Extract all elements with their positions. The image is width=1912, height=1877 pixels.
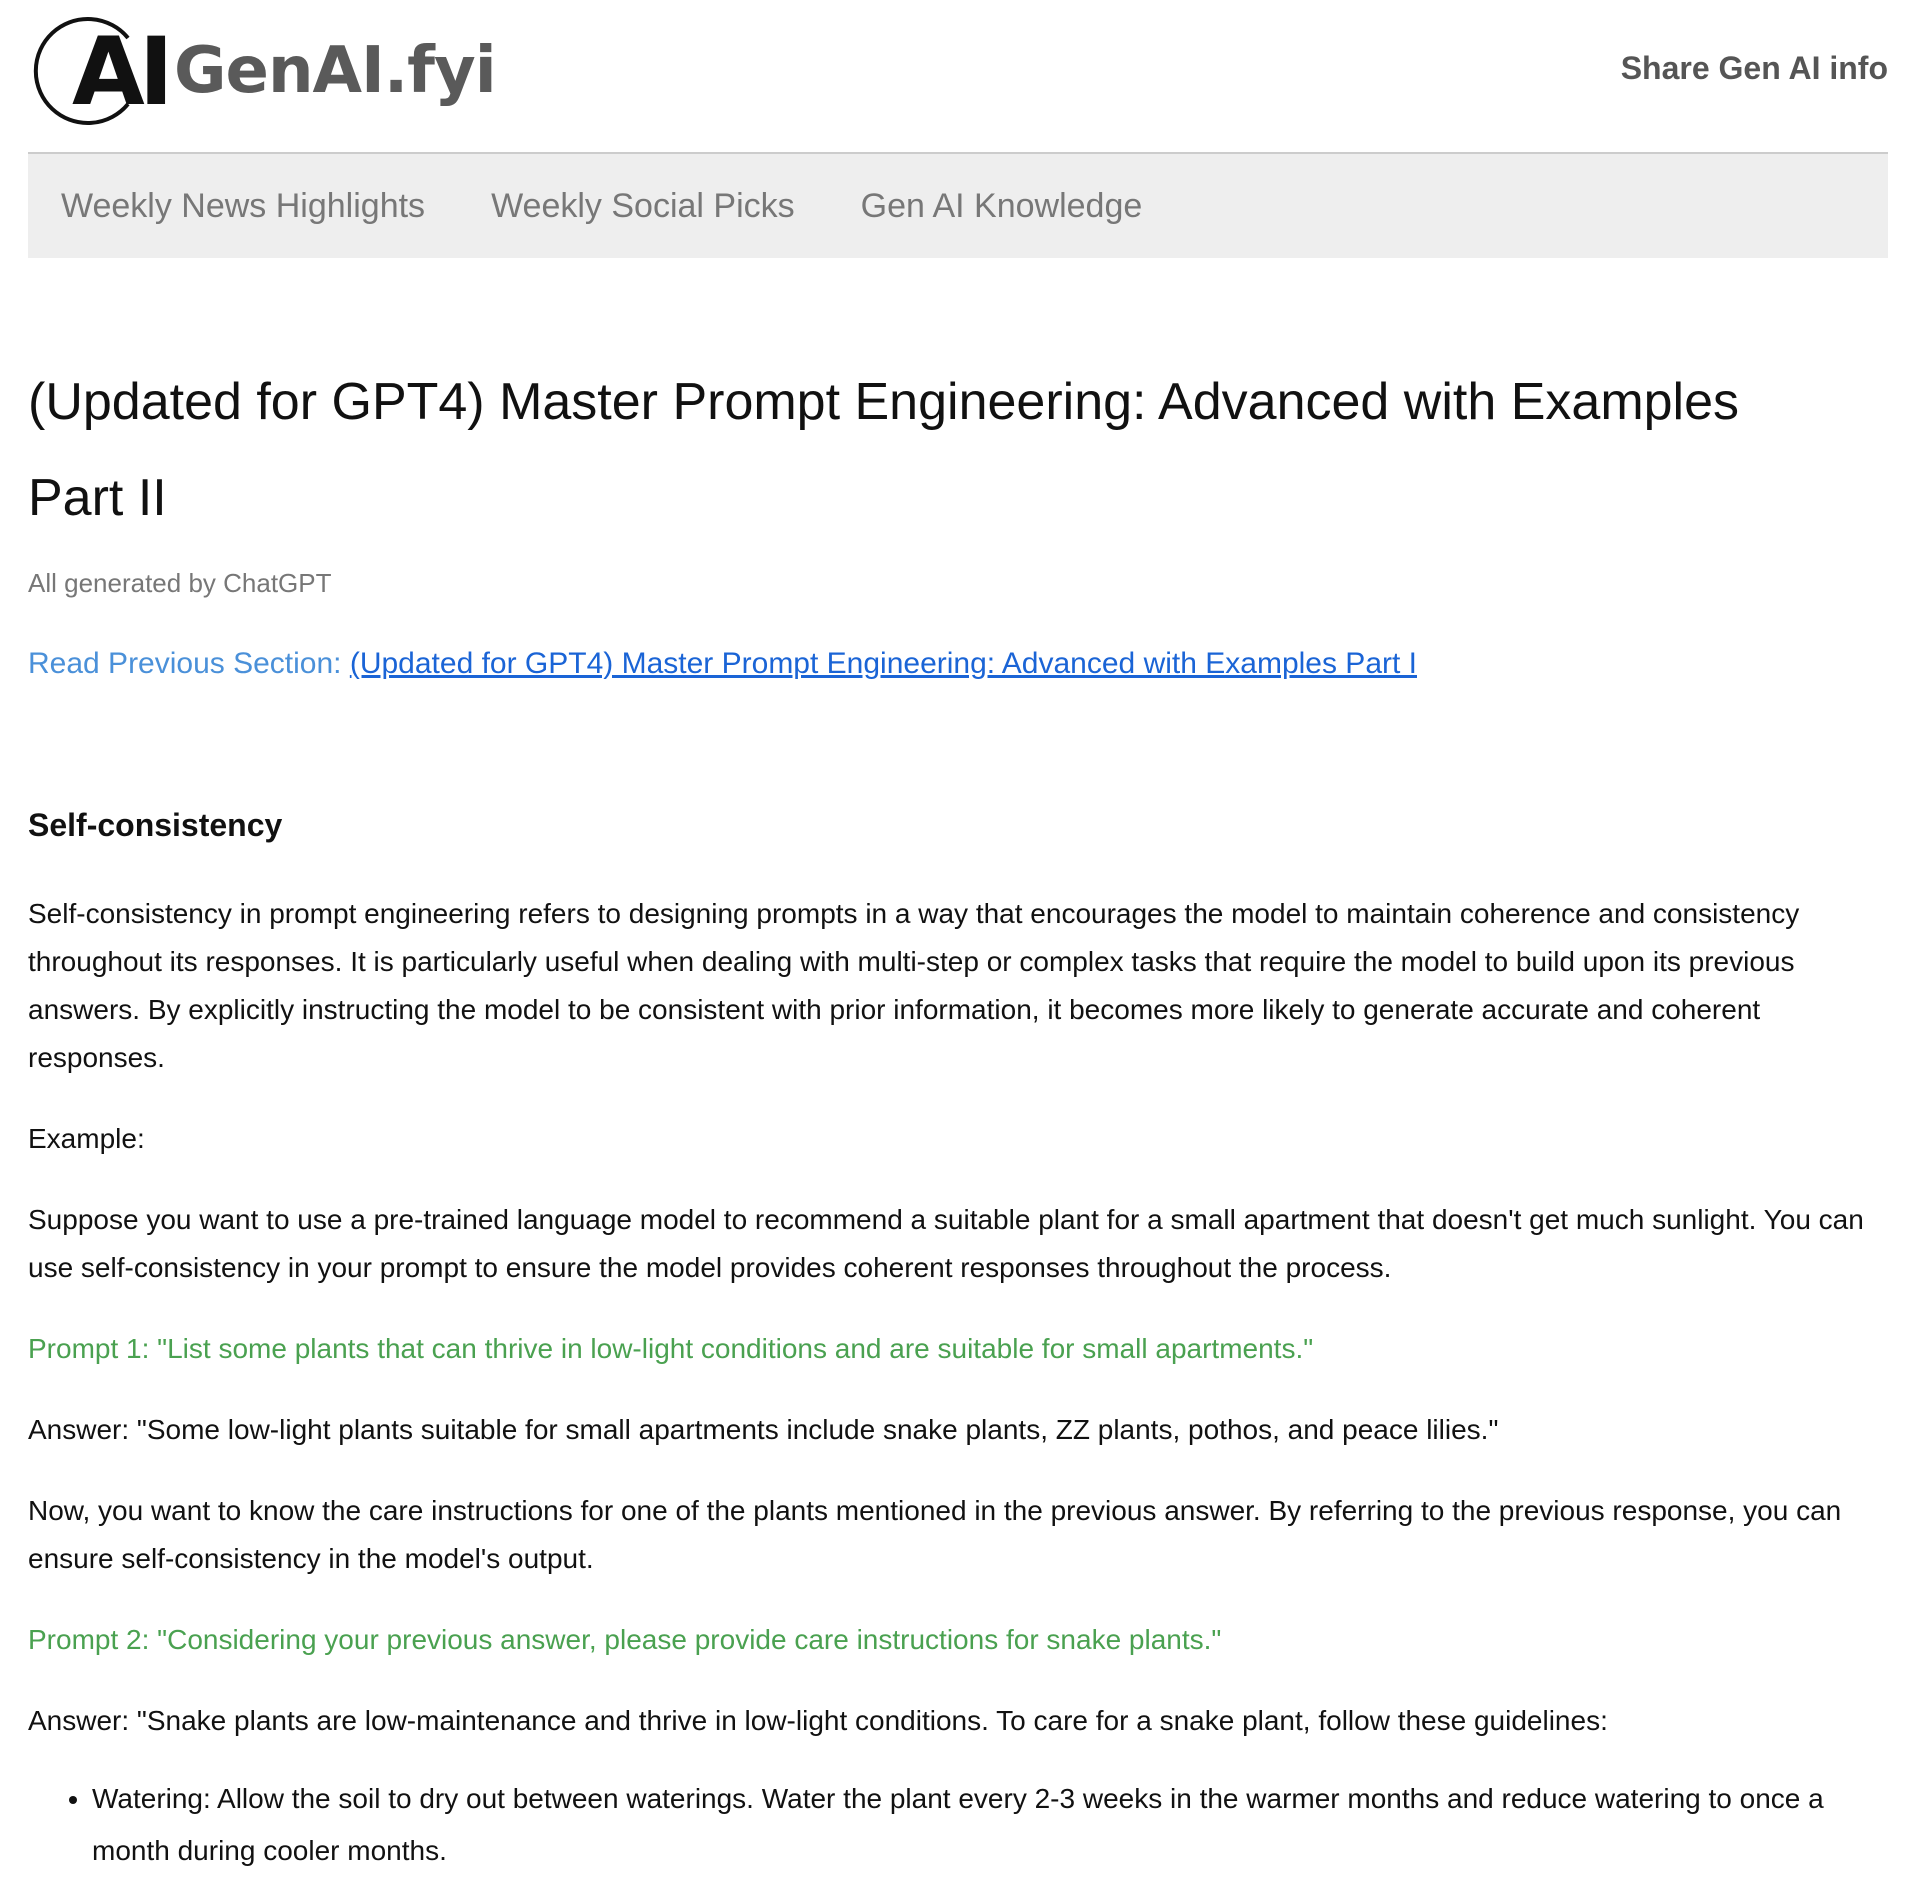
- suppose-paragraph: Suppose you want to use a pre-trained language model to recommend a suitable plant for a small apartment that doesn't get much sunlight. You can use self-consistency in your prompt to ensure the model provides coherent responses throughout the process.: [28, 1204, 1864, 1283]
- logo-mark-text: AI: [72, 18, 168, 127]
- previous-section-link[interactable]: (Updated for GPT4) Master Prompt Engineering: Advanced with Examples Part I: [349, 647, 1417, 680]
- prompt-1: Prompt 1: "List some plants that can thrive in low-light conditions and are suitable for small apartments.": [28, 1333, 1314, 1364]
- logo-mark: [28, 16, 168, 127]
- answer-1: Answer: "Some low-light plants suitable for small apartments include snake plants, ZZ plants, pothos, and peace lilies.": [28, 1414, 1499, 1445]
- article: [28, 258, 1888, 1877]
- prompt-2: Prompt 2: "Considering your previous answer, please provide care instructions for snake plants.": [28, 1624, 1222, 1655]
- care-list: [28, 1773, 1888, 1877]
- site-header: [28, 0, 1888, 152]
- page: [28, 0, 1888, 1877]
- share-gen-ai-info-link[interactable]: Share Gen AI info: [1620, 50, 1888, 86]
- answer-2: Answer: "Snake plants are low-maintenance and thrive in low-light conditions. To care for a snake plant, follow these guidelines:: [28, 1705, 1608, 1736]
- article-subtitle: All generated by ChatGPT: [28, 568, 332, 598]
- intro-paragraph: Self-consistency in prompt engineering refers to designing prompts in a way that encourages the model to maintain coherence and consistency throughout its responses. It is particularly useful when dealing with multi-step or complex tasks that require the model to build upon its previous answers. By explicitly instructing the model to be consistent with prior information, it becomes more likely to generate accurate and coherent responses.: [28, 898, 1800, 1073]
- section-heading: Self-consistency: [28, 807, 283, 843]
- previous-section-prefix: Read Previous Section:: [28, 647, 350, 680]
- nav-item-weekly-social-picks[interactable]: Weekly Social Picks: [491, 186, 795, 225]
- main-nav: [28, 152, 1888, 258]
- previous-section: [28, 647, 1888, 681]
- list-item: • Watering: Allow the soil to dry out between waterings. Water the plant every 2-3 weeks in the warmer months and reduce watering to once a month during cooler months.: [92, 1773, 1888, 1877]
- article-title: (Updated for GPT4) Master Prompt Engineering: Advanced with Examples Part II: [28, 373, 1740, 527]
- site-logo[interactable]: [28, 16, 496, 126]
- logo-text: GenAI.fyi: [174, 34, 496, 108]
- example-label: Example:: [28, 1123, 145, 1154]
- now-paragraph: Now, you want to know the care instructions for one of the plants mentioned in the previous answer. By referring to the previous response, you can ensure self-consistency in the model's output.: [28, 1495, 1842, 1574]
- nav-item-weekly-news-highlights[interactable]: Weekly News Highlights: [61, 186, 426, 225]
- nav-item-gen-ai-knowledge[interactable]: Gen AI Knowledge: [860, 186, 1143, 225]
